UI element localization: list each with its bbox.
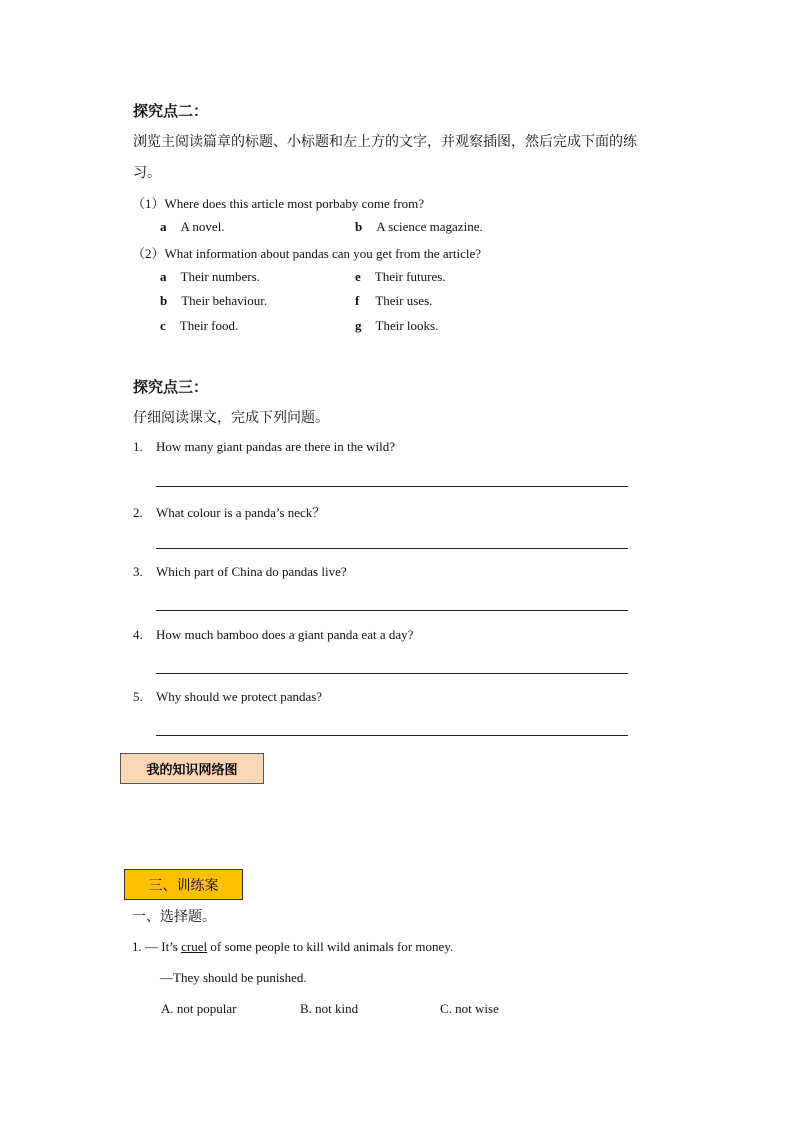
training-q1-response: —They should be punished.	[160, 970, 307, 985]
training-section-box	[124, 869, 243, 900]
section2-q2-option-e	[355, 268, 446, 286]
training-q1-option-c[interactable]: C. not wise	[440, 1001, 499, 1016]
option-text: Their behaviour.	[181, 293, 268, 308]
section2-q2-option-f	[355, 292, 432, 310]
question-3	[133, 564, 347, 580]
option-letter: c	[160, 318, 166, 333]
question-1	[133, 439, 395, 455]
option-text: Their food.	[179, 318, 239, 333]
question-number: 2.	[133, 505, 143, 520]
training-q1-stem	[132, 939, 453, 955]
section2-q2-option-g	[355, 317, 438, 335]
question-2	[133, 502, 325, 521]
knowledge-map-label: 我的知识网络图	[146, 763, 238, 778]
training-q1-underlined-word: cruel	[181, 939, 208, 954]
answer-line-1[interactable]	[156, 486, 628, 487]
training-q1-suffix: of some people to kill wild animals for money.	[207, 939, 454, 954]
answer-line-5[interactable]	[156, 735, 628, 736]
question-text: Which part of China do pandas live?	[156, 564, 347, 579]
option-text: A science magazine.	[376, 219, 483, 234]
option-text: Their looks.	[375, 318, 439, 333]
option-text: Their uses.	[375, 293, 433, 308]
training-section-label: 三、训练案	[148, 877, 219, 894]
option-letter: f	[355, 293, 360, 308]
section2-q2-option-c	[160, 317, 238, 335]
question-text: How many giant pandas are there in the wild?	[156, 439, 395, 454]
knowledge-map-label-box	[120, 753, 264, 784]
section2-heading: 探究点二：	[133, 102, 209, 120]
option-letter: b	[355, 219, 363, 234]
section2-q1-option-b	[355, 218, 483, 236]
training-subheading: 一、选择题。	[132, 909, 216, 925]
option-letter: a	[160, 269, 167, 284]
section2-q2-text: （2）What information about pandas can you get from the article?	[132, 246, 482, 261]
question-5	[133, 689, 322, 705]
section3-instruction: 仔细阅读课文，完成下列问题。	[133, 410, 329, 426]
training-q1-option-a[interactable]: A. not popular	[161, 1001, 237, 1016]
training-q1-option-b[interactable]: B. not kind	[300, 1001, 359, 1016]
question-number: 4.	[133, 627, 143, 642]
option-letter: g	[355, 318, 362, 333]
option-letter: a	[160, 219, 167, 234]
section3-heading: 探究点三：	[133, 378, 209, 396]
section2-q1-option-a	[160, 218, 225, 236]
question-4	[133, 627, 413, 643]
option-letter: e	[355, 269, 361, 284]
question-number: 5.	[133, 689, 143, 704]
option-text: Their numbers.	[180, 269, 260, 284]
option-letter: b	[160, 293, 168, 308]
answer-line-3[interactable]	[156, 610, 628, 611]
question-text: Why should we protect pandas?	[156, 689, 323, 704]
section2-q2-option-b	[160, 292, 267, 310]
section2-instruction-line1: 浏览主阅读篇章的标题、小标题和左上方的文字，并观察插图，然后完成下面的练	[133, 134, 637, 150]
option-text: Their futures.	[374, 269, 446, 284]
training-q1-prefix: 1. — It’s	[132, 939, 182, 954]
answer-line-2[interactable]	[156, 548, 628, 549]
question-text: What colour is a panda’s neck？	[156, 505, 326, 520]
option-text: A novel.	[180, 219, 225, 234]
question-number: 1.	[133, 439, 143, 454]
question-number: 3.	[133, 564, 143, 579]
section2-q2-option-a	[160, 268, 260, 286]
section2-instruction-line2: 习。	[133, 165, 161, 181]
question-text: How much bamboo does a giant panda eat a day?	[156, 627, 414, 642]
answer-line-4[interactable]	[156, 673, 628, 674]
section2-q1-text: （1）Where does this article most porbaby come from?	[132, 196, 425, 211]
